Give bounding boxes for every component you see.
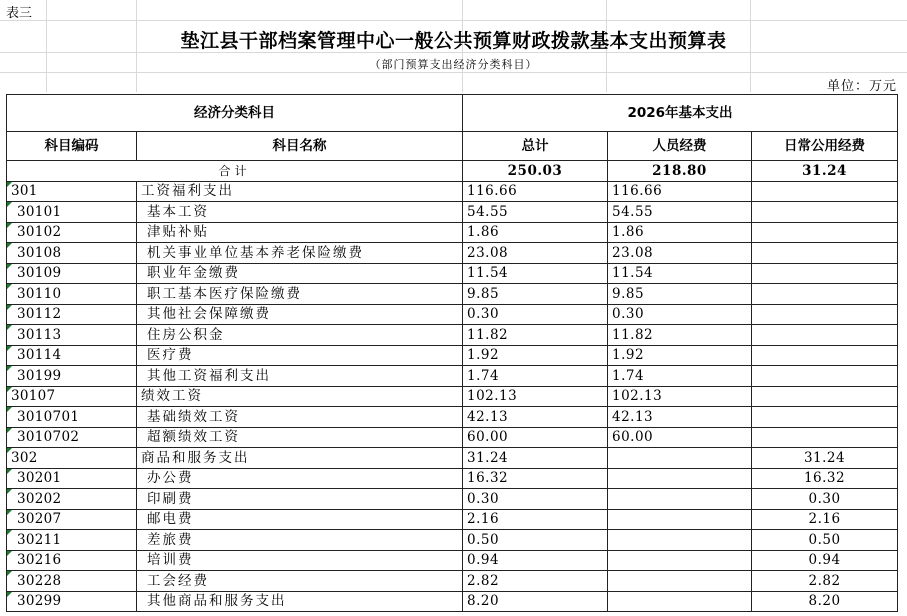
row-name[interactable]: 工会经费	[137, 571, 463, 592]
row-personnel[interactable]	[608, 448, 752, 469]
cell-marker-icon	[7, 182, 12, 187]
table-row[interactable]	[7, 489, 898, 510]
unit-label: 单位：万元	[826, 79, 897, 94]
row-name[interactable]: 住房公积金	[137, 325, 463, 346]
row-total[interactable]: 1.86	[463, 222, 608, 243]
table-row[interactable]	[7, 222, 898, 243]
row-total[interactable]: 1.92	[463, 345, 608, 366]
row-personnel[interactable]: 54.55	[608, 202, 752, 223]
table-row[interactable]	[7, 509, 898, 530]
row-total[interactable]: 0.30	[463, 304, 608, 325]
row-personnel[interactable]	[608, 530, 752, 551]
row-code-cell[interactable]	[7, 468, 137, 489]
cell-marker-icon	[7, 510, 12, 515]
row-daily[interactable]: 2.82	[752, 571, 898, 592]
row-daily[interactable]	[752, 345, 898, 366]
grid-row-line	[0, 20, 907, 21]
row-daily[interactable]	[752, 304, 898, 325]
row-name[interactable]: 其他工资福利支出	[137, 366, 463, 387]
row-total[interactable]: 60.00	[463, 427, 608, 448]
row-daily[interactable]: 31.24	[752, 448, 898, 469]
row-daily[interactable]	[752, 202, 898, 223]
table-row[interactable]	[7, 468, 898, 489]
cell-marker-icon	[7, 407, 12, 412]
row-personnel[interactable]	[608, 591, 752, 612]
header-daily: 日常公用经费	[752, 132, 898, 161]
row-code-cell[interactable]	[7, 263, 137, 284]
row-name[interactable]: 基础绩效工资	[137, 407, 463, 428]
row-personnel[interactable]: 11.82	[608, 325, 752, 346]
sheet-label: 表三	[6, 6, 33, 21]
row-daily[interactable]	[752, 243, 898, 264]
cell-marker-icon	[7, 551, 12, 556]
row-personnel[interactable]: 42.13	[608, 407, 752, 428]
row-code: 30228	[17, 572, 62, 589]
cell-marker-icon	[7, 346, 12, 351]
row-total[interactable]: 42.13	[463, 407, 608, 428]
table-row[interactable]	[7, 448, 898, 469]
cell-marker-icon	[7, 469, 12, 474]
row-daily[interactable]	[752, 427, 898, 448]
row-daily[interactable]	[752, 284, 898, 305]
row-name[interactable]: 基本工资	[137, 202, 463, 223]
table-row[interactable]	[7, 284, 898, 305]
header-code: 科目编码	[7, 132, 137, 161]
row-personnel[interactable]: 11.54	[608, 263, 752, 284]
cell-marker-icon	[7, 489, 12, 494]
table-row[interactable]	[7, 427, 898, 448]
row-name[interactable]: 其他社会保障缴费	[137, 304, 463, 325]
row-code: 30113	[17, 326, 62, 343]
row-daily[interactable]	[752, 386, 898, 407]
totals-row	[7, 161, 898, 182]
totals-label: 合计	[7, 161, 463, 182]
row-name[interactable]: 办公费	[137, 468, 463, 489]
cell-marker-icon	[7, 284, 12, 289]
row-code: 30101	[17, 203, 62, 220]
row-name[interactable]: 机关事业单位基本养老保险缴费	[137, 243, 463, 264]
row-code: 30107	[11, 388, 56, 405]
cell-marker-icon	[7, 264, 12, 269]
header-name: 科目名称	[137, 132, 463, 161]
row-personnel[interactable]: 23.08	[608, 243, 752, 264]
header-group-row	[7, 95, 898, 132]
row-code: 30202	[17, 490, 62, 507]
table-row[interactable]	[7, 181, 898, 202]
row-code: 30108	[17, 244, 62, 261]
table-row[interactable]	[7, 304, 898, 325]
row-code: 3010702	[17, 429, 80, 446]
page-title: 垫江县干部档案管理中心一般公共预算财政拨款基本支出预算表	[180, 30, 727, 52]
row-code: 30114	[17, 347, 62, 364]
row-code: 30199	[17, 367, 62, 384]
row-code-cell[interactable]	[7, 489, 137, 510]
row-code-cell[interactable]	[7, 284, 137, 305]
header-year-basic-expense: 2026年基本支出	[463, 95, 898, 132]
row-total[interactable]: 23.08	[463, 243, 608, 264]
totals-daily: 31.24	[752, 161, 898, 182]
row-name[interactable]: 超额绩效工资	[137, 427, 463, 448]
table-row[interactable]	[7, 530, 898, 551]
row-daily[interactable]: 8.20	[752, 591, 898, 612]
table-row[interactable]	[7, 386, 898, 407]
table-row[interactable]	[7, 571, 898, 592]
row-personnel[interactable]: 1.74	[608, 366, 752, 387]
header-total: 总计	[463, 132, 608, 161]
totals-total: 250.03	[463, 161, 608, 182]
row-code-cell[interactable]	[7, 386, 137, 407]
header-personnel: 人员经费	[608, 132, 752, 161]
row-total[interactable]: 0.94	[463, 550, 608, 571]
row-name[interactable]: 印刷费	[137, 489, 463, 510]
row-total[interactable]: 116.66	[463, 181, 608, 202]
table-row[interactable]	[7, 591, 898, 612]
row-daily[interactable]: 0.50	[752, 530, 898, 551]
row-personnel[interactable]	[608, 468, 752, 489]
row-total[interactable]: 2.82	[463, 571, 608, 592]
cell-marker-icon	[7, 571, 12, 576]
row-name[interactable]: 津贴补贴	[137, 222, 463, 243]
row-personnel[interactable]: 1.92	[608, 345, 752, 366]
row-code: 30201	[17, 470, 62, 487]
row-daily[interactable]	[752, 366, 898, 387]
totals-personnel: 218.80	[608, 161, 752, 182]
row-code-cell[interactable]	[7, 550, 137, 571]
cell-marker-icon	[7, 325, 12, 330]
cell-marker-icon	[7, 243, 12, 248]
row-daily[interactable]: 16.32	[752, 468, 898, 489]
row-total[interactable]: 11.54	[463, 263, 608, 284]
row-name[interactable]: 工资福利支出	[137, 181, 463, 202]
row-total[interactable]: 0.50	[463, 530, 608, 551]
cell-marker-icon	[7, 305, 12, 310]
row-name[interactable]: 差旅费	[137, 530, 463, 551]
row-code-cell[interactable]	[7, 591, 137, 612]
row-total[interactable]: 54.55	[463, 202, 608, 223]
row-name[interactable]: 职工基本医疗保险缴费	[137, 284, 463, 305]
row-code-cell[interactable]	[7, 530, 137, 551]
table-row[interactable]	[7, 263, 898, 284]
row-code: 30110	[17, 285, 62, 302]
row-total[interactable]: 16.32	[463, 468, 608, 489]
row-code: 301	[11, 183, 38, 200]
row-personnel[interactable]: 116.66	[608, 181, 752, 202]
row-name[interactable]: 培训费	[137, 550, 463, 571]
row-code: 30216	[17, 552, 62, 569]
row-code-cell[interactable]	[7, 366, 137, 387]
row-code-cell[interactable]	[7, 345, 137, 366]
table-row[interactable]	[7, 366, 898, 387]
cell-marker-icon	[7, 387, 12, 392]
cell-marker-icon	[7, 202, 12, 207]
table-row[interactable]	[7, 325, 898, 346]
page-subtitle: （部门预算支出经济分类科目）	[369, 58, 538, 71]
row-personnel[interactable]	[608, 489, 752, 510]
row-daily[interactable]: 2.16	[752, 509, 898, 530]
row-daily[interactable]: 0.30	[752, 489, 898, 510]
row-code: 30211	[17, 531, 62, 548]
budget-table	[6, 94, 898, 612]
row-personnel[interactable]	[608, 509, 752, 530]
row-name[interactable]: 邮电费	[137, 509, 463, 530]
row-daily[interactable]: 0.94	[752, 550, 898, 571]
cell-marker-icon	[7, 366, 12, 371]
row-code: 30299	[17, 593, 62, 610]
row-total[interactable]: 2.16	[463, 509, 608, 530]
row-personnel[interactable]	[608, 571, 752, 592]
header-econ-category: 经济分类科目	[7, 95, 463, 132]
row-personnel[interactable]: 1.86	[608, 222, 752, 243]
row-code-cell[interactable]	[7, 448, 137, 469]
cell-marker-icon	[7, 223, 12, 228]
grid-row-line	[0, 72, 907, 73]
row-daily[interactable]	[752, 325, 898, 346]
row-total[interactable]: 11.82	[463, 325, 608, 346]
row-total[interactable]: 31.24	[463, 448, 608, 469]
row-code: 302	[11, 449, 38, 466]
table-row[interactable]	[7, 202, 898, 223]
row-personnel[interactable]	[608, 550, 752, 571]
table-row[interactable]	[7, 550, 898, 571]
row-code: 3010701	[17, 408, 80, 425]
table-row[interactable]	[7, 243, 898, 264]
table-row[interactable]	[7, 345, 898, 366]
cell-marker-icon	[7, 592, 12, 597]
row-code-cell[interactable]	[7, 571, 137, 592]
row-name[interactable]: 其他商品和服务支出	[137, 591, 463, 612]
cell-marker-icon	[7, 428, 12, 433]
row-name[interactable]: 医疗费	[137, 345, 463, 366]
row-name[interactable]: 商品和服务支出	[137, 448, 463, 469]
row-code-cell[interactable]	[7, 222, 137, 243]
row-name[interactable]: 绩效工资	[137, 386, 463, 407]
cell-marker-icon	[7, 530, 12, 535]
row-total[interactable]: 9.85	[463, 284, 608, 305]
row-daily[interactable]	[752, 407, 898, 428]
row-daily[interactable]	[752, 263, 898, 284]
row-total[interactable]: 1.74	[463, 366, 608, 387]
row-code: 30112	[17, 306, 62, 323]
row-name[interactable]: 职业年金缴费	[137, 263, 463, 284]
cell-marker-icon	[7, 448, 12, 453]
row-personnel[interactable]: 9.85	[608, 284, 752, 305]
row-total[interactable]: 8.20	[463, 591, 608, 612]
row-daily[interactable]	[752, 222, 898, 243]
row-personnel[interactable]: 102.13	[608, 386, 752, 407]
row-code: 30109	[17, 265, 62, 282]
row-code-cell[interactable]	[7, 325, 137, 346]
row-code-cell[interactable]	[7, 243, 137, 264]
header-column-row	[7, 132, 898, 161]
row-code-cell[interactable]	[7, 181, 137, 202]
row-code-cell[interactable]	[7, 407, 137, 428]
row-total[interactable]: 102.13	[463, 386, 608, 407]
table-row[interactable]	[7, 407, 898, 428]
row-code-cell[interactable]	[7, 427, 137, 448]
row-code-cell[interactable]	[7, 202, 137, 223]
row-daily[interactable]	[752, 181, 898, 202]
row-code-cell[interactable]	[7, 509, 137, 530]
row-code: 30207	[17, 511, 62, 528]
row-code: 30102	[17, 224, 62, 241]
row-total[interactable]: 0.30	[463, 489, 608, 510]
row-personnel[interactable]: 0.30	[608, 304, 752, 325]
row-code-cell[interactable]	[7, 304, 137, 325]
row-personnel[interactable]: 60.00	[608, 427, 752, 448]
